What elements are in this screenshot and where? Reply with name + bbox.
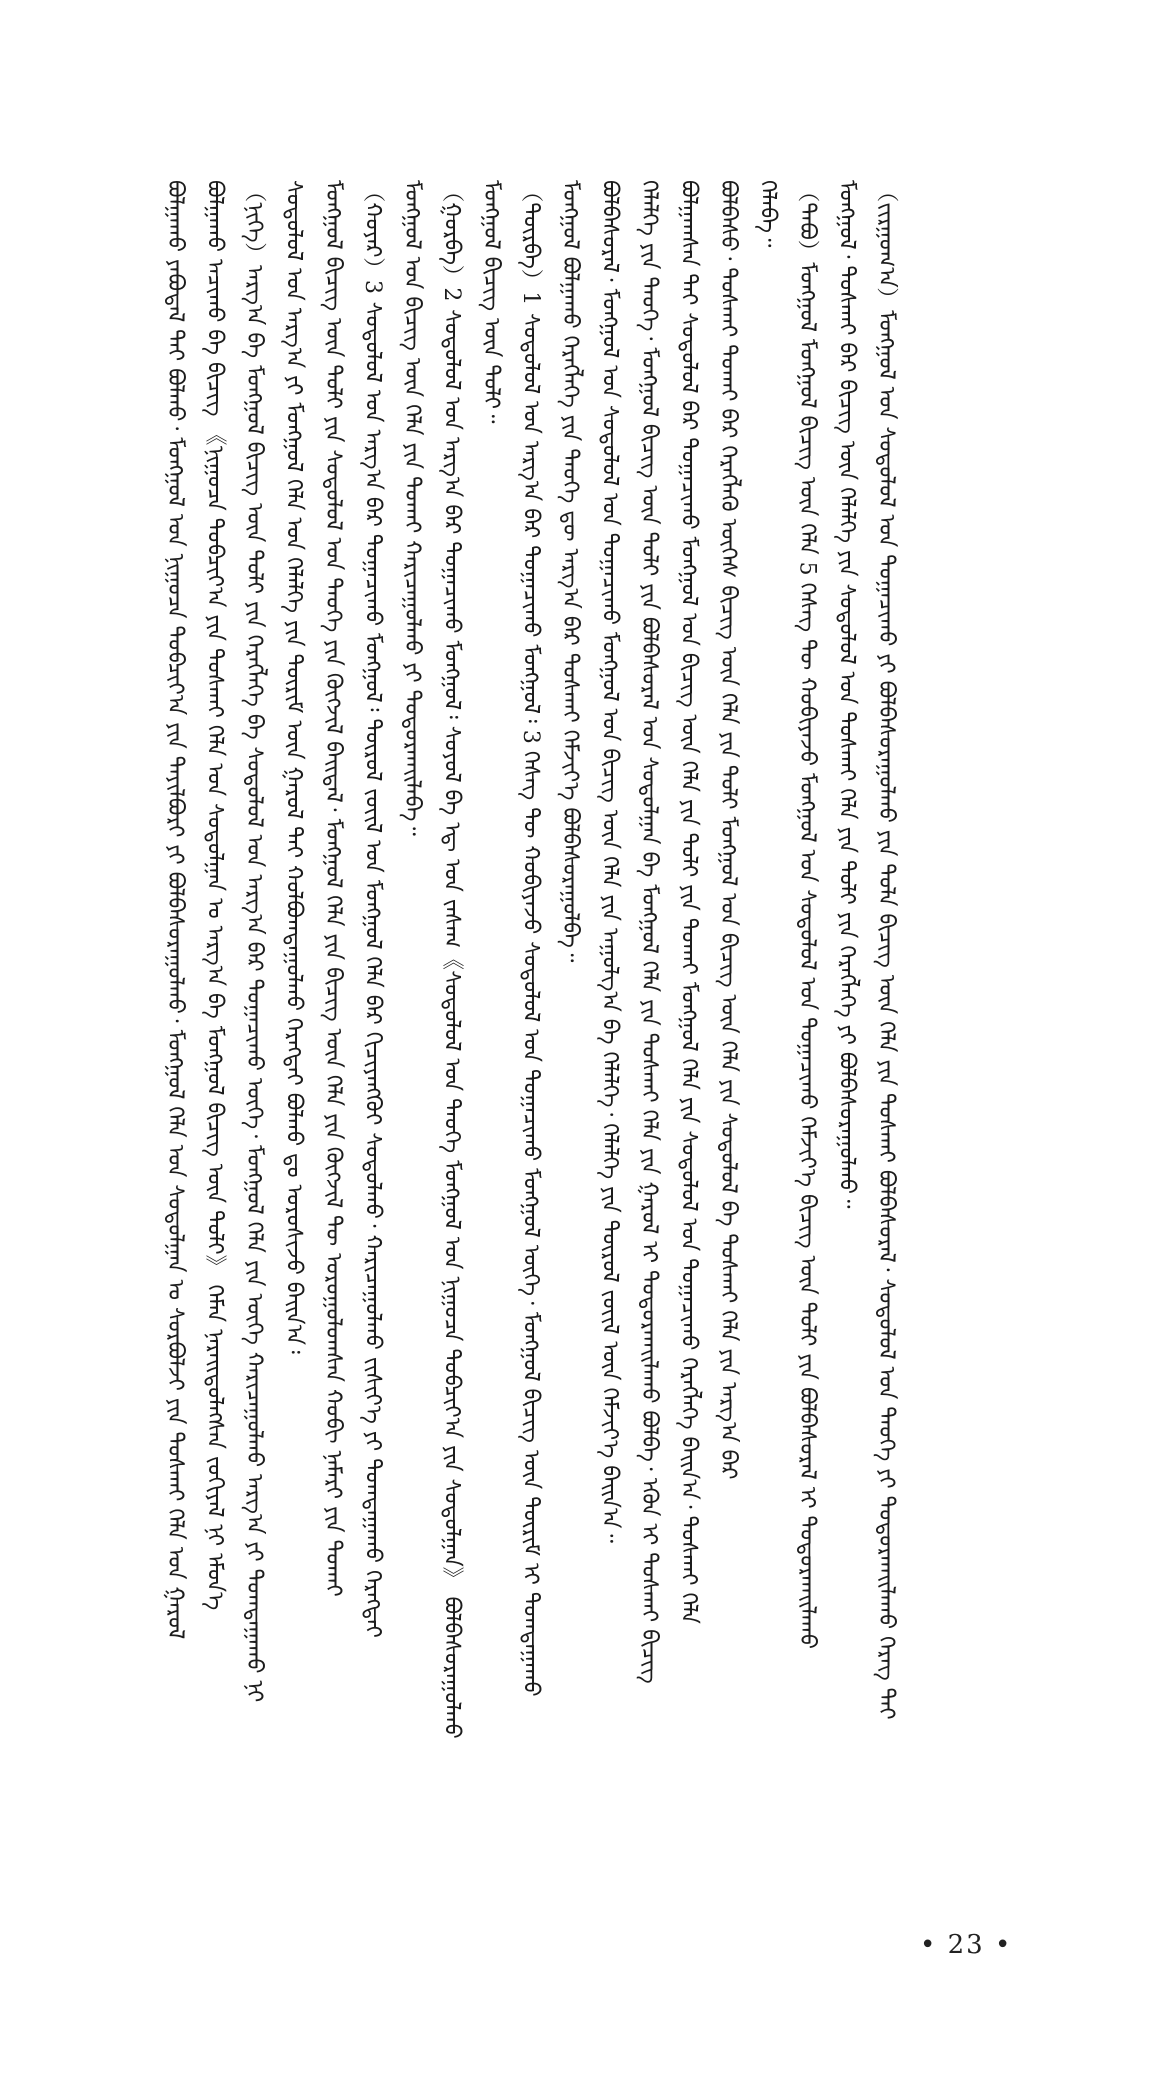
- text-column: （ᠳᠥᠷᠪᠡ）1 ᠰᠤᠳᠤᠯᠤᠯ ᠤᠨ ᠠᠷᠭ᠎ᠠ ᠪᠠᠷ ᠲᠣᠭᠠᠴᠢᠬᠤ ᠮᠣᠩᠭᠣᠯ᠄ 3 ᠬᠡᠰᠡᠭ ᠲᠦ ᠬᠤᠪᠢᠶᠠᠵᠤ ᠰᠤᠳᠤᠯᠤᠯ ᠤᠨ ᠲᠣᠭᠠᠴᠢᠬᠤ ᠮᠣᠩᠭᠣᠯ ᠦᠭᠡ᠂ ᠮᠣᠩᠭᠣᠯ ᠪᠢᠴᠢᠭ᠌ ᠦᠨ ᠳᠦᠷᠢᠮ ᠢ ᠲᠣᠭᠲᠠᠭᠠᠬᠤ: [518, 180, 543, 1697]
- text-column: （ᠵᠢᠷᠭᠤᠭ᠎ᠠ）ᠮᠣᠩᠭᠣᠯ ᠤᠨ ᠰᠤᠳᠤᠯᠤᠯ ᠤᠨ ᠲᠣᠭᠠᠴᠢᠬᠤ ᠶᠢ ᠪᠣᠯᠪᠠᠰᠤᠷᠠᠭᠤᠯᠬᠤ ᠶᠢᠨ ᠲᠤᠯᠠ ᠪᠢᠴᠢᠭ᠌ ᠦᠨ ᠬᠡᠯᠡ ᠶᠢᠨ ᠲᠤᠰᠬᠠᠢ ᠪᠣᠯᠪᠠᠰᠤᠷᠠᠯ᠂ ᠰᠤᠳᠤᠯᠤᠯ ᠤᠨ ᠲᠡᠦᠬᠡ ᠶᠢ ᠲᠣᠳᠤᠷᠬᠠᠢᠯᠠᠬᠤ ᠬᠡᠷᠡᠭ ᠲᠠᠢ: [873, 180, 899, 1720]
- vertical-text-block: [155, 180, 985, 1940]
- text-column: ᠬᠡᠯᠡᠯᠭᠡ ᠶᠢᠨ ᠲᠡᠦᠬᠡ᠂ ᠮᠣᠩᠭᠣᠯ ᠪᠢᠴᠢᠭ᠌ ᠦᠨ ᠲᠤᠯᠢ ᠶᠢᠨ ᠪᠣᠯᠪᠠᠰᠤᠷᠠᠯ ᠤᠨ ᠰᠤᠳᠤᠯᠭᠠᠨ ᠪᠠ ᠮᠣᠩᠭᠣᠯ ᠬᠡᠯᠡ ᠶᠢᠨ ᠲᠤᠰᠬᠠᠢ ᠬᠡᠯᠡ ᠶᠢᠨ ᠭᠠᠷᠤᠯ ᠢ ᠲᠣᠳᠤᠷᠬᠠᠢᠯᠠᠬᠤ ᠪᠣᠯᠪᠠ᠂ ᠡᠭᠦᠨ ᠢ ᠲᠤᠰᠬᠠᠢ ᠪᠢᠴᠢᠭ᠌: [636, 180, 662, 1684]
- text-column: ᠮᠣᠩᠭᠣᠯ ᠪᠣᠯᠭᠠᠬᠤ ᠬᠡᠷᠡᠭᠯᠡᠭᠡ ᠶᠢᠨ ᠲᠡᠦᠬᠡ ᠳᠦ ᠠᠷᠭ᠎ᠠ ᠪᠡᠷ ᠲᠤᠰᠬᠠᠢ ᠬᠡᠮᠵᠢᠶ᠎ᠡ ᠪᠣᠯᠪᠠᠰᠤᠷᠠᠭᠤᠯᠪᠠ᠃: [557, 180, 583, 963]
- text-column: ᠪᠣᠯᠪᠠᠰᠤ᠂ ᠲᠤᠰᠬᠠᠢ ᠲᠤᠬᠠᠢ ᠪᠠᠷ ᠬᠡᠷᠡᠭᠯᠡᠬᠦ ᠦᠭᠡᠰ ᠪᠢᠴᠢᠭ᠌ ᠦᠨ ᠬᠡᠯᠡ ᠶᠢᠨ ᠲᠤᠯᠢ ᠮᠣᠩᠭᠣᠯ ᠤᠨ ᠪᠢᠴᠢᠭ᠌ ᠦᠨ ᠬᠡᠯᠡ ᠶᠢᠨ ᠰᠤᠳᠤᠯᠤᠯ ᠪᠠ ᠲᠤᠰᠬᠠᠢ ᠬᠡᠯᠡ ᠶᠢᠨ ᠠᠷᠭ᠎ᠠ ᠪᠠᠷ: [715, 180, 741, 1480]
- text-column: ᠪᠣᠯᠭᠠᠬᠤ ᠶᠠᠪᠤᠳᠠᠯ ᠲᠠᠢ ᠪᠤᠯᠬᠤ᠂ ᠮᠣᠩᠭᠣᠯ ᠤᠨ ᠨᠢᠭᠤᠴᠠ ᠲᠣᠪᠴᠢᠶ᠎ᠠ ᠶᠢᠨ ᠲᠠᠶᠢᠯᠪᠤᠷᠢ ᠶᠢ ᠪᠣᠯᠪᠠᠰᠤᠷᠠᠭᠤᠯᠬᠤ᠂ ᠮᠣᠩᠭᠣᠯ ᠬᠡᠯᠡ ᠤᠨ ᠰᠤᠳᠤᠯᠭᠠᠨ ᠤ ᠰᠤᠷᠪᠤᠯᠵᠢ ᠶᠢᠨ ᠲᠤᠰᠬᠠᠢ ᠬᠡᠯᠡ ᠤᠨ ᠭᠠᠷᠤᠯ: [162, 180, 188, 1640]
- text-column: ᠮᠣᠩᠭᠣᠯ᠂ ᠲᠤᠰᠬᠠᠢ ᠪᠠᠷ ᠪᠢᠴᠢᠭ᠌ ᠦᠨ ᠬᠡᠯᠡᠯᠭᠡ ᠶᠢᠨ ᠰᠤᠳᠤᠯᠤᠯ ᠤᠨ ᠲᠤᠰᠬᠠᠢ ᠬᠡᠯᠡ ᠶᠢᠨ ᠲᠤᠯᠢ ᠶᠢᠨ ᠬᠡᠷᠡᠭᠯᠡᠭᠡ ᠶᠢ ᠪᠣᠯᠪᠠᠰᠤᠷᠠᠭᠤᠯᠬᠤ᠃: [834, 180, 859, 1209]
- text-column: ᠬᠡᠯᠡᠪᠡ᠃: [755, 180, 780, 248]
- text-column: （ᠲᠠᠪᠤ）ᠮᠣᠩᠭᠣᠯ ᠮᠣᠩᠭᠣᠯ ᠪᠢᠴᠢᠭ᠌ ᠦᠨ ᠬᠡᠯᠡ 5 ᠬᠡᠰᠡᠭ ᠲᠦ ᠬᠤᠪᠢᠶᠠᠵᠤ ᠮᠣᠩᠭᠣᠯ ᠤᠨ ᠰᠤᠳᠤᠯᠤᠯ ᠤᠨ ᠲᠣᠭᠠᠴᠢᠬᠤ ᠬᠡᠮᠵᠢᠶ᠎ᠡ ᠪᠢᠴᠢᠭ᠌ ᠦᠨ ᠲᠤᠯᠢ ᠶᠢᠨ ᠪᠣᠯᠪᠠᠰᠤᠷᠠᠯ ᠢ ᠲᠣᠳᠤᠷᠬᠠᠢᠯᠠᠬᠤ: [794, 180, 820, 1649]
- text-column: （ᠬᠣᠶᠠᠷ）3 ᠰᠤᠳᠤᠯᠤᠯ ᠤᠨ ᠠᠷᠭ᠎ᠠ ᠪᠠᠷ ᠲᠣᠭᠠᠴᠢᠬᠤ ᠮᠣᠩᠭᠣᠯ᠄ ᠲᠦᠷᠦᠯ ᠵᠦᠢᠯ ᠤᠨ ᠮᠣᠩᠭᠣᠯ ᠬᠡᠯᠡ ᠪᠠᠷ ᠬᠢᠴᠢᠶᠡᠩᠭᠦᠢ ᠰᠤᠳᠤᠯᠬᠤ᠂ ᠬᠠᠷᠢᠴᠠᠭᠤᠯᠬᠤ ᠵᠢᠱᠢᠶ᠎ᠡ ᠶᠢ ᠲᠣᠭᠲᠠᠭᠠᠬᠤ ᠬᠡᠷᠡᠭᠲᠡᠢ: [360, 180, 385, 1638]
- text-column: ᠪᠣᠯᠭᠠᠭᠰᠠᠨ ᠲᠠᠢ ᠰᠤᠳᠤᠯᠤᠯ ᠪᠠᠷ ᠲᠣᠭᠠᠴᠢᠬᠤ ᠮᠣᠩᠭᠣᠯ ᠤᠨ ᠪᠢᠴᠢᠭ᠌ ᠦᠨ ᠬᠡᠯᠡ ᠶᠢᠨ ᠲᠤᠯᠢ ᠶᠢᠨ ᠲᠤᠬᠠᠢ ᠮᠣᠩᠭᠣᠯ ᠬᠡᠯᠡ ᠶᠢᠨ ᠰᠤᠳᠤᠯᠤᠯ ᠤᠨ ᠲᠣᠭᠠᠴᠢᠬᠤ ᠬᠡᠷᠡᠭᠯᠡᠭᠡ ᠪᠠᠢᠨ᠎ᠠ᠂ ᠲᠤᠰᠬᠠᠢ ᠬᠡᠯᠡ: [676, 180, 701, 1624]
- text-column: ᠮᠣᠩᠭᠣᠯ ᠤᠨ ᠪᠢᠴᠢᠭ᠌ ᠦᠨ ᠬᠡᠯᠡ ᠶᠢᠨ ᠲᠤᠬᠠᠢ ᠬᠠᠷᠢᠴᠠᠭᠤᠯᠬᠤ ᠶᠢ ᠲᠣᠳᠤᠷᠬᠠᠢᠯᠠᠪᠠ᠃: [399, 180, 425, 836]
- text-column: （ᠭᠤᠷᠪᠠ）2 ᠰᠤᠳᠤᠯᠤᠯ ᠤᠨ ᠠᠷᠭ᠎ᠠ ᠪᠠᠷ ᠲᠣᠭᠠᠴᠢᠬᠤ ᠮᠣᠩᠭᠣᠯ᠄ ᠰᠣᠶᠣᠯ ᠪᠠ ᠡᠳ᠋ ᠤᠨ ᠵᠠᠰᠠᠭ《ᠰᠤᠳᠤᠯᠤᠯ ᠤᠨ ᠲᠡᠦᠬᠡ ᠮᠣᠩᠭᠣᠯ ᠤᠨ ᠨᠢᠭᠤᠴᠠ ᠲᠣᠪᠴᠢᠶ᠎ᠠ ᠶᠢᠨ ᠰᠤᠳᠤᠯᠭᠠᠨ》 ᠪᠣᠯᠪᠠᠰᠤᠷᠠᠭᠤᠯᠬᠤ: [439, 180, 464, 1739]
- text-column: ᠪᠣᠯᠪᠠᠰᠤᠷᠠᠯ᠂ ᠮᠣᠩᠭᠣᠯ ᠤᠨ ᠰᠤᠳᠤᠯᠤᠯ ᠤᠨ ᠲᠣᠭᠠᠴᠢᠬᠤ ᠮᠣᠩᠭᠣᠯ ᠤᠨ ᠪᠢᠴᠢᠭ᠌ ᠦᠨ ᠬᠡᠯᠡ ᠶᠢᠨ ᠠᠭᠤᠯᠭ᠎ᠠ ᠪᠠ ᠬᠡᠯᠡᠯᠭᠡ᠂ ᠬᠡᠯᠡᠯᠭᠡ ᠶᠢᠨ ᠲᠦᠷᠦᠯ ᠵᠦᠢᠯ ᠦᠨ ᠬᠡᠮᠵᠢᠶ᠎ᠡ ᠪᠠᠢᠨ᠎ᠠ᠃: [597, 180, 622, 1543]
- text-column: ᠮᠣᠩᠭᠣᠯ ᠪᠢᠴᠢᠭ᠌ ᠦᠨ ᠲᠤᠯᠢ ᠶᠢᠨ ᠰᠤᠳᠤᠯᠤᠯ ᠤᠨ ᠲᠡᠦᠬᠡ ᠶᠢᠨ ᠬᠦᠭᠵᠢᠯ ᠪᠠᠢᠳᠠᠯ᠂ ᠮᠣᠩᠭᠣᠯ ᠬᠡᠯᠡ ᠶᠢᠨ ᠪᠢᠴᠢᠭ᠌ ᠦᠨ ᠬᠡᠯᠡ ᠶᠢᠨ ᠬᠦᠭᠵᠢᠯ ᠲᠦ ᠣᠷᠣᠭᠤᠯᠤᠭᠰᠠᠨ ᠬᠤᠪᠢ ᠨᠡᠮᠡᠷᠢ ᠶᠢᠨ ᠲᠤᠬᠠᠢ: [320, 180, 346, 1597]
- text-column: ᠰᠤᠳᠤᠯᠤᠯ ᠤᠨ ᠠᠷᠭ᠎ᠠ ᠶᠢ ᠮᠣᠩᠭᠣᠯ ᠬᠡᠯᠡ ᠤᠨ ᠬᠡᠯᠡᠯᠭᠡ ᠶᠢᠨ ᠳᠦᠷᠢᠮ ᠦᠨ ᠭᠠᠷᠤᠯ ᠲᠡᠢ ᠬᠤᠯᠪᠤᠭᠳᠠᠭᠤᠯᠬᠤ ᠬᠡᠷᠡᠭᠲᠡᠢ ᠪᠤᠯᠬᠤ ᠳᠤ ᠣᠷᠣᠰᠢᠵᠤ ᠪᠠᠢᠨ᠎ᠠ᠄: [281, 180, 306, 1354]
- text-column: ᠮᠣᠩᠭᠣᠯ ᠪᠢᠴᠢᠭ᠌ ᠦᠨ ᠲᠤᠯᠢ᠃: [478, 180, 504, 424]
- text-column: （ᠨᠢᠭᠡ）ᠠᠷᠭ᠎ᠠ ᠪᠠ ᠮᠣᠩᠭᠣᠯ ᠪᠢᠴᠢᠭ᠌ ᠦᠨ ᠲᠤᠯᠢ ᠶᠢᠨ ᠬᠡᠷᠡᠭᠯᠡᠭᠡ ᠪᠠ ᠰᠤᠳᠤᠯᠤᠯ ᠤᠨ ᠠᠷᠭ᠎ᠠ ᠪᠠᠷ ᠲᠣᠭᠠᠴᠢᠬᠤ ᠦᠭᠡ᠂ ᠮᠣᠩᠭᠣᠯ ᠬᠡᠯᠡ ᠶᠢᠨ ᠦᠭᠡ ᠬᠠᠷᠢᠴᠠᠭᠤᠯᠬᠤ ᠠᠷᠭ᠎ᠠ ᠶᠢ ᠲᠣᠭᠲᠠᠭᠠᠬᠤ ᠨᠢ: [241, 180, 267, 1703]
- text-column: ᠪᠣᠯᠭᠠᠬᠤ ᠠᠴᠢᠬᠤ ᠪᠠ ᠪᠢᠴᠢᠭ᠌ 《ᠨᠢᠭᠤᠴᠠ ᠲᠣᠪᠴᠢᠶ᠎ᠠ ᠶᠢᠨ ᠲᠤᠰᠬᠠᠢ ᠬᠡᠯᠡ ᠤᠨ ᠰᠤᠳᠤᠯᠭᠠᠨ ᠤ ᠠᠷᠭ᠎ᠠ ᠪᠠ ᠮᠣᠩᠭᠣᠯ ᠪᠢᠴᠢᠭ᠌ ᠦᠨ ᠲᠤᠯᠢ》 ᠬᠡᠮᠡᠨ ᠨᠡᠷᠡᠢᠳᠦᠯᠡᠭᠰᠡᠨ ᠵᠣᠬᠢᠶᠠᠯ ᠨᠢ ᠡᠮᠦᠨ᠎ᠡ: [202, 180, 227, 1611]
- page-number: • 23 •: [920, 1930, 1013, 1960]
